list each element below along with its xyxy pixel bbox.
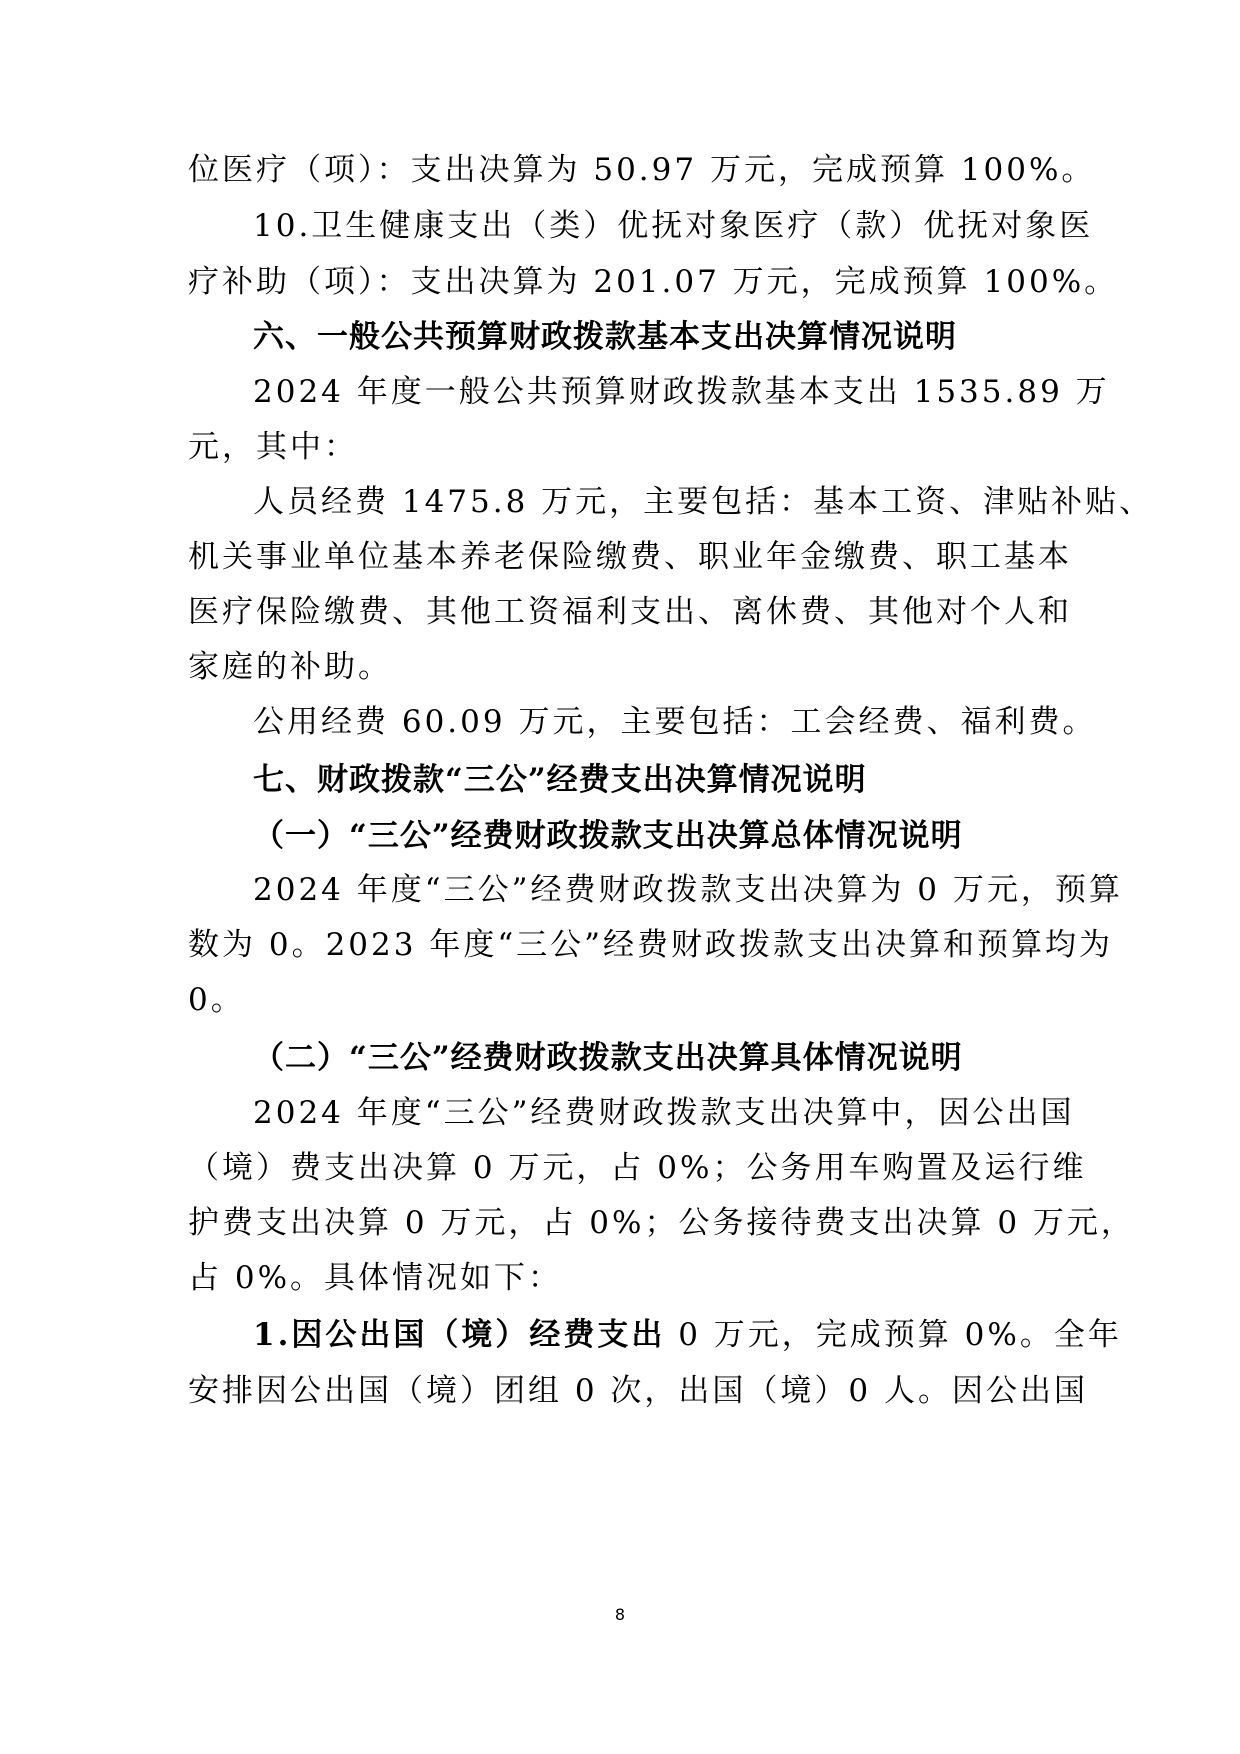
paragraph-line: 2024 年度“三公”经费财政拨款支出决算中，因公出国 (253, 1095, 1075, 1131)
paragraph-line: 医疗保险缴费、其他工资福利支出、离休费、其他对个人和 (188, 594, 1072, 630)
paragraph-line: 10.卫生健康支出（类）优抚对象医疗（款）优抚对象医 (253, 208, 1094, 244)
subsection-heading-2: （二）“三公”经费财政拨款支出决算具体情况说明 (253, 1040, 963, 1076)
paragraph-line: 2024 年度“三公”经费财政拨款支出决算为 0 万元，预算 (253, 872, 1123, 908)
paragraph-line: 2024 年度一般公共预算财政拨款基本支出 1535.89 万 (253, 374, 1110, 410)
page-number: 8 (614, 1605, 626, 1624)
paragraph-line: 元，其中： (188, 429, 358, 465)
paragraph-line: 家庭的补助。 (188, 649, 392, 685)
paragraph-line: 机关事业单位基本养老保险缴费、职业年金缴费、职工基本 (188, 539, 1072, 575)
paragraph-line: 安排因公出国（境）团组 0 次，出国（境）0 人。因公出国 (188, 1373, 1089, 1409)
paragraph-line: 占 0%。具体情况如下： (188, 1260, 563, 1296)
paragraph-line: 0。 (188, 982, 245, 1018)
item-text: 0 万元，完成预算 0%。全年 (665, 1317, 1122, 1353)
item-heading-1: 1.因公出国（境）经费支出 (253, 1317, 666, 1353)
paragraph-line-mixed (253, 1313, 1122, 1357)
paragraph-line: （境）费支出决算 0 万元，占 0%；公务用车购置及运行维 (188, 1150, 1087, 1186)
paragraph-line: 人员经费 1475.8 万元，主要包括：基本工资、津贴补贴、 (253, 484, 1154, 520)
subsection-heading-1: （一）“三公”经费财政拨款支出决算总体情况说明 (253, 818, 963, 854)
paragraph-line: 护费支出决算 0 万元，占 0%；公务接待费支出决算 0 万元， (188, 1205, 1135, 1241)
paragraph-line: 位医疗（项）：支出决算为 50.97 万元，完成预算 100%。 (188, 152, 1096, 188)
paragraph-line: 疗补助（项）：支出决算为 201.07 万元，完成预算 100%。 (188, 264, 1119, 300)
section-heading-7: 七、财政拨款“三公”经费支出决算情况说明 (253, 762, 867, 798)
section-heading-6: 六、一般公共预算财政拨款基本支出决算情况说明 (253, 319, 957, 355)
paragraph-line: 公用经费 60.09 万元，主要包括：工会经费、福利费。 (253, 704, 1097, 740)
paragraph-line: 数为 0。2023 年度“三公”经费财政拨款支出决算和预算均为 (188, 927, 1114, 963)
